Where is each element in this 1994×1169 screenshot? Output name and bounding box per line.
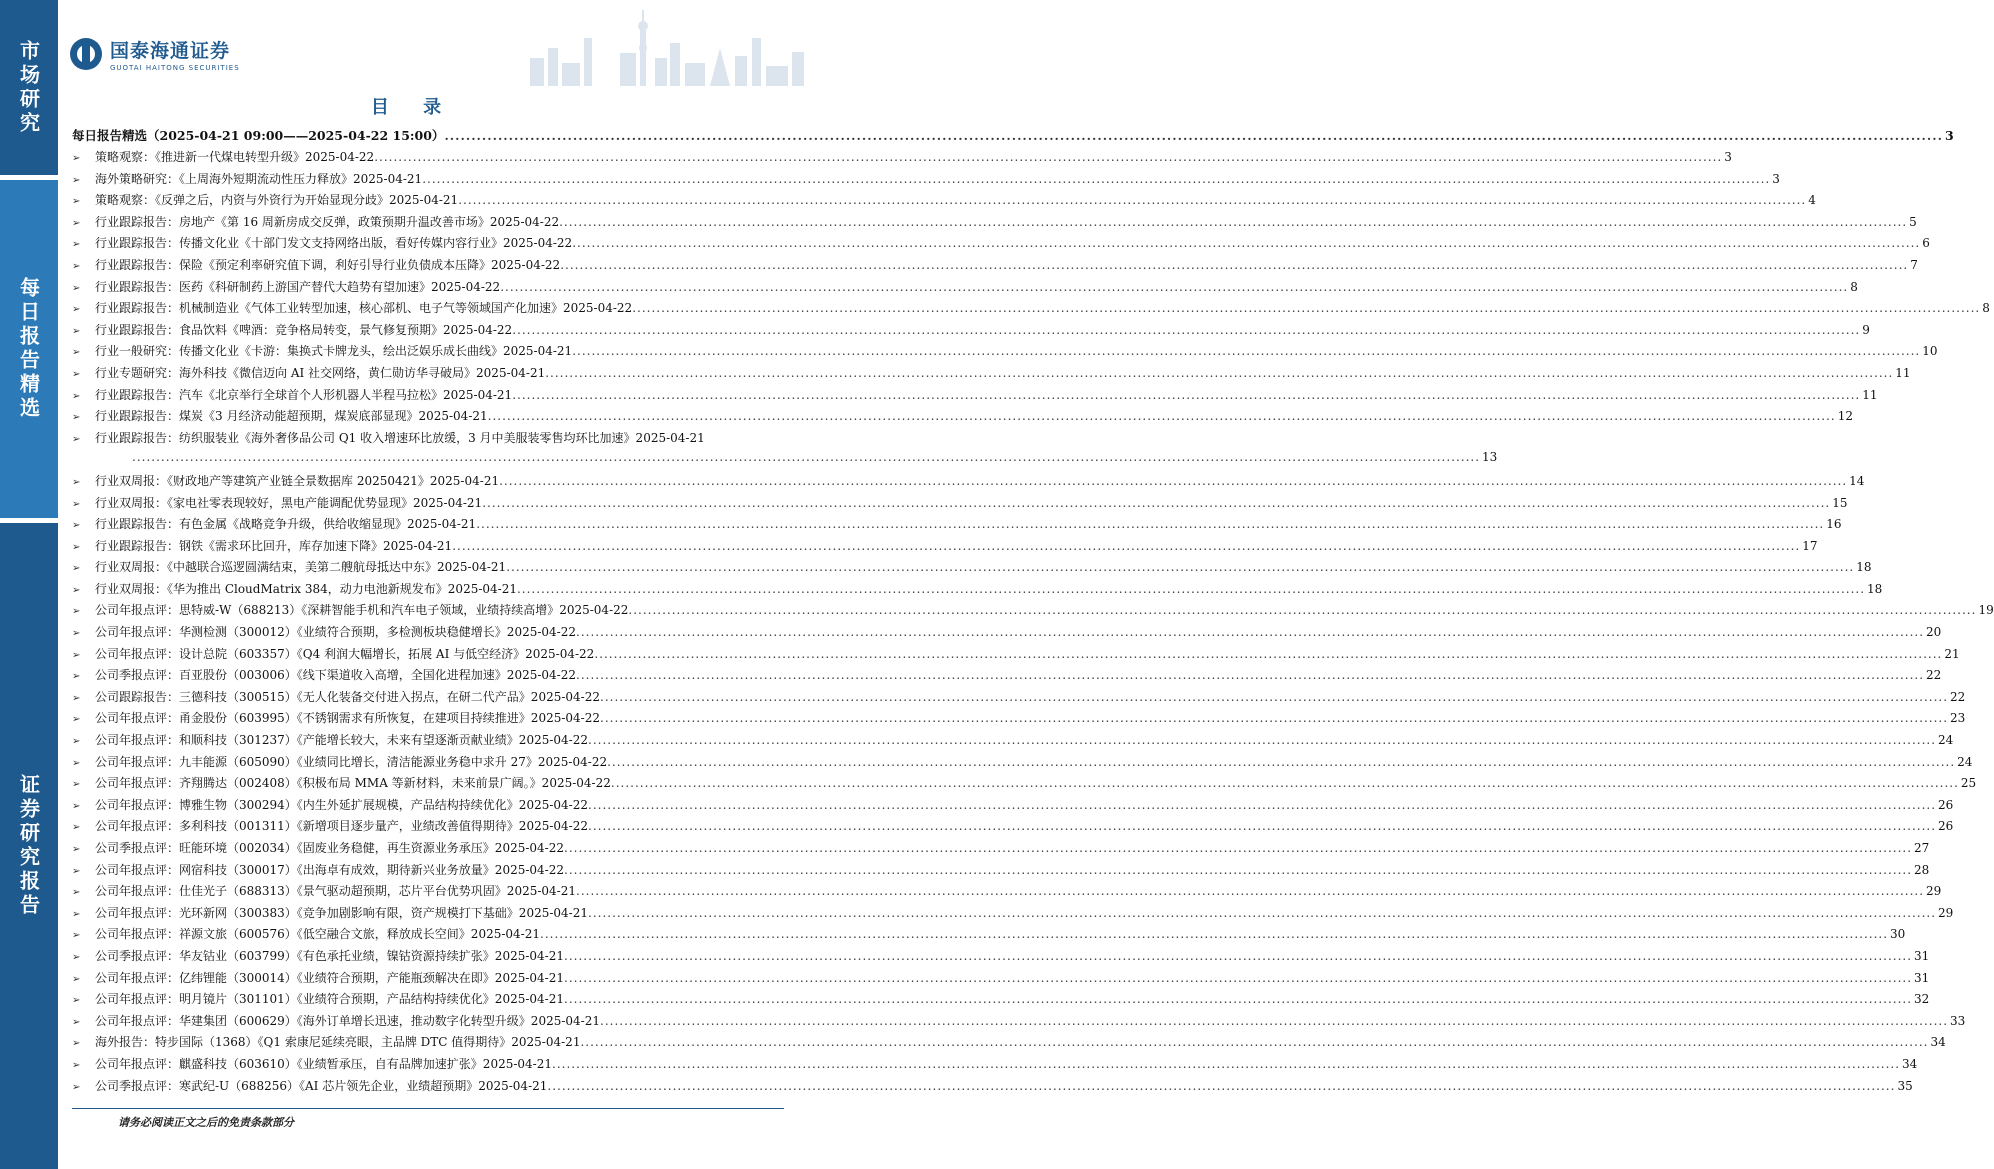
- toc-leader-dots: [444, 128, 1943, 143]
- toc-entry[interactable]: [72, 494, 1848, 516]
- toc-page-number: 22: [1926, 668, 1942, 683]
- toc-leader-dots: [132, 450, 1480, 464]
- toc-page-number: 34: [1902, 1056, 1918, 1071]
- toc-leader-dots: [560, 258, 1908, 272]
- toc-page-number: 19: [1978, 603, 1994, 618]
- toc-entry-title: 行业跟踪报告：食品饮料《啤酒：竞争格局转变，景气修复预期》2025-04-22: [95, 322, 513, 337]
- toc-entry-title: 行业双周报：《华为推出 CloudMatrix 384，动力电池新规发布》2025-04-21: [95, 581, 517, 596]
- arrow-bullet-icon: ➢: [72, 606, 81, 618]
- toc-leader-dots: [564, 971, 1912, 985]
- toc-title: 目 录: [370, 97, 456, 118]
- toc-leader-dots: [499, 474, 1847, 488]
- toc-entry[interactable]: [72, 601, 1994, 623]
- toc-page-number: 5: [1909, 214, 1917, 229]
- toc-leader-dots: [600, 1014, 1948, 1028]
- arrow-bullet-icon: ➢: [72, 433, 81, 445]
- arrow-bullet-icon: ➢: [72, 671, 81, 683]
- sidebar-label: 市场研究: [16, 39, 41, 136]
- toc-leader-dots: [588, 733, 1936, 747]
- toc-entry[interactable]: [72, 148, 1732, 170]
- toc-entry-title: 行业跟踪报告：保险《预定利率研究值下调，利好引导行业负债成本压降》2025-04-22: [95, 257, 561, 272]
- toc-entry[interactable]: [72, 450, 1498, 472]
- toc-page-number: 17: [1802, 538, 1818, 553]
- logo-name-en: GUOTAI HAITONG SECURITIES: [110, 64, 240, 72]
- toc-page-number: 16: [1826, 517, 1842, 532]
- toc-page-number: 33: [1950, 1013, 1966, 1028]
- toc-entry[interactable]: [72, 925, 1906, 947]
- toc-leader-dots: [576, 668, 1924, 682]
- toc-entry-title: 行业跟踪报告：机械制造业《气体工业转型加速，核心部机、电子气等领域国产化加速》2025-04-22: [95, 301, 633, 316]
- toc-page-number: 13: [1482, 450, 1498, 465]
- toc-leader-dots: [594, 647, 1942, 661]
- footer-divider: [72, 1108, 784, 1109]
- toc-page-number: 30: [1890, 927, 1906, 942]
- toc-leader-dots: [600, 711, 1948, 725]
- arrow-bullet-icon: ➢: [72, 736, 81, 748]
- toc-page-number: 23: [1950, 711, 1966, 726]
- toc-leader-dots: [452, 539, 1800, 553]
- toc-page-number: 24: [1957, 754, 1973, 769]
- toc-page-number: 22: [1950, 689, 1966, 704]
- toc-page-number: 3: [1724, 150, 1732, 164]
- arrow-bullet-icon: ➢: [72, 930, 81, 942]
- toc-entry[interactable]: [72, 407, 1853, 429]
- arrow-bullet-icon: ➢: [72, 541, 81, 553]
- arrow-bullet-icon: ➢: [72, 844, 81, 855]
- toc-page-number: 6: [1922, 236, 1930, 251]
- toc-page-number: 28: [1914, 862, 1930, 877]
- toc-page-number: 20: [1926, 625, 1942, 640]
- toc-entry-title: 公司年报点评：光环新网（300383）《竞争加剧影响有限，资产规模打下基础》2025-04-21: [95, 905, 588, 920]
- toc-entry[interactable]: [72, 623, 1942, 645]
- toc-page-number: 8: [1850, 279, 1858, 294]
- toc-page-number: 3: [1772, 171, 1780, 186]
- sidebar-section-market-research: [0, 0, 58, 175]
- toc-leader-dots: [576, 625, 1924, 639]
- toc-page-number: 14: [1849, 473, 1865, 488]
- toc-entry-title: 公司年报点评：甬金股份（603995）《不锈钢需求有所恢复，在建项目持续推进》2025-04-22: [95, 711, 600, 726]
- arrow-bullet-icon: ➢: [72, 714, 81, 726]
- arrow-bullet-icon: ➢: [72, 260, 81, 272]
- toc-entry[interactable]: [72, 386, 1878, 408]
- company-logo: [70, 36, 240, 72]
- toc-entry-title: 公司季报点评：寒武纪-U（688256）《AI 芯片领先企业，业绩超预期》2025-04-21: [95, 1078, 548, 1093]
- toc-leader-dots: [564, 841, 1912, 855]
- sidebar-label: 证券研究报告: [16, 774, 41, 918]
- toc-entry-title: 行业专题研究：海外科技《微信迈向 AI 社交网络，黄仁勋访华寻破局》2025-04-21: [95, 365, 546, 380]
- arrow-bullet-icon: ➢: [72, 1059, 81, 1071]
- toc-entry[interactable]: [72, 861, 1930, 883]
- toc-entry[interactable]: [72, 796, 1954, 818]
- toc-leader-dots: [476, 517, 1824, 531]
- toc-entry[interactable]: [72, 645, 1960, 667]
- toc-entry[interactable]: [72, 191, 1816, 213]
- arrow-bullet-icon: ➢: [72, 196, 81, 208]
- table-of-contents: [72, 126, 1994, 1098]
- sidebar-label: 每日报告精选: [16, 277, 41, 421]
- toc-leader-dots: [564, 863, 1912, 877]
- toc-page-number: 26: [1938, 819, 1954, 834]
- toc-entry-title: 公司季报点评：旺能环境（002034）《固废业务稳健，再生资源业务承压》2025-04-22: [95, 841, 564, 855]
- toc-entry[interactable]: [72, 515, 1842, 537]
- toc-page-number: 18: [1856, 560, 1872, 575]
- toc-entry-title: 公司年报点评：祥源文旅（600576）《低空融合文旅，释放成长空间》2025-04-21: [95, 927, 540, 942]
- toc-leader-dots: [588, 798, 1936, 812]
- toc-entry[interactable]: [72, 364, 1911, 386]
- toc-page-number: 12: [1837, 409, 1853, 424]
- arrow-bullet-icon: ➢: [72, 390, 81, 402]
- toc-leader-dots: [512, 388, 1860, 402]
- toc-entry[interactable]: [72, 299, 1990, 321]
- arrow-bullet-icon: ➢: [72, 973, 81, 985]
- arrow-bullet-icon: ➢: [72, 563, 81, 575]
- toc-page-number: 15: [1832, 495, 1848, 510]
- toc-leader-dots: [628, 603, 1976, 617]
- arrow-bullet-icon: ➢: [72, 368, 81, 380]
- toc-leader-dots: [545, 366, 1893, 380]
- arrow-bullet-icon: ➢: [72, 908, 81, 920]
- toc-leader-dots: [576, 884, 1924, 898]
- toc-leader-dots: [632, 301, 1980, 315]
- toc-entry[interactable]: [72, 321, 1870, 343]
- toc-entry[interactable]: [72, 839, 1930, 861]
- arrow-bullet-icon: ➢: [72, 649, 81, 661]
- toc-entry-title: 公司年报点评：设计总院（603357）《Q4 利润大幅增长，拓展 AI 与低空经济》2025-04-22: [95, 646, 595, 661]
- toc-entry-title: 行业跟踪报告：有色金属《战略竞争升级，供给收缩显现》2025-04-21: [95, 517, 477, 532]
- sidebar-section-daily-picks: [0, 180, 58, 518]
- arrow-bullet-icon: ➢: [72, 628, 81, 640]
- toc-entry[interactable]: [72, 904, 1954, 926]
- arrow-bullet-icon: ➢: [72, 692, 81, 704]
- toc-entry-title: 行业跟踪报告：煤炭《3 月经济动能超预期，煤炭底部显现》2025-04-21: [95, 409, 488, 424]
- toc-entry-title: 公司年报点评：博雅生物（300294）《内生外延扩展规模，产品结构持续优化》2025-04-22: [95, 797, 588, 812]
- toc-leader-dots: [488, 409, 1836, 423]
- arrow-bullet-icon: ➢: [72, 865, 81, 877]
- toc-entry[interactable]: [72, 731, 1954, 753]
- toc-entry[interactable]: [72, 1012, 1966, 1034]
- toc-leader-dots: [500, 280, 1848, 294]
- logo-name-cn: 国泰海通证券: [110, 40, 231, 62]
- toc-leader-dots: [547, 1079, 1895, 1093]
- toc-entry-title: 公司年报点评：和顺科技（301237）《产能增长较大，未来有望逐渐贡献业绩》2025-04-22: [95, 733, 588, 748]
- toc-entry[interactable]: [72, 342, 1938, 364]
- toc-entry[interactable]: [72, 882, 1942, 904]
- toc-leader-dots: [559, 215, 1907, 229]
- toc-entry-title: 行业双周报：《财政地产等建筑产业链全景数据库 20250421》2025-04-21: [95, 473, 500, 488]
- arrow-bullet-icon: ➢: [72, 1016, 81, 1028]
- arrow-bullet-icon: ➢: [72, 800, 81, 812]
- toc-entry[interactable]: [72, 256, 1918, 278]
- toc-page-number: 31: [1914, 970, 1930, 985]
- toc-entry[interactable]: [72, 688, 1966, 710]
- toc-leader-dots: [540, 927, 1888, 941]
- arrow-bullet-icon: ➢: [72, 995, 81, 1007]
- toc-entry[interactable]: [72, 170, 1780, 192]
- toc-section-heading[interactable]: [72, 126, 1954, 148]
- toc-entry-title: 公司年报点评：麒盛科技（603610）《业绩暂承压，自有品牌加速扩张》2025-04-21: [95, 1056, 552, 1071]
- toc-leader-dots: [600, 690, 1948, 704]
- arrow-bullet-icon: ➢: [72, 304, 81, 316]
- toc-page-number: 31: [1914, 948, 1930, 963]
- toc-entry-title: 行业双周报：《中越联合巡逻圆满结束，美第二艘航母抵达中东》2025-04-21: [95, 560, 507, 575]
- arrow-bullet-icon: ➢: [72, 347, 81, 359]
- sidebar-section-securities-research: [0, 523, 58, 1169]
- toc-entry-title: 行业跟踪报告：汽车《北京举行全球首个人形机器人半程马拉松》2025-04-21: [95, 387, 513, 402]
- toc-entry-title: 公司年报点评：明月镜片（301101）《业绩符合预期，产品结构持续优化》2025-04-21: [95, 992, 564, 1007]
- arrow-bullet-icon: ➢: [72, 325, 81, 337]
- toc-entry-title: 公司年报点评：多利科技（001311）《新增项目逐步量产，业绩改善值得期待》2025-04-22: [95, 819, 588, 834]
- toc-page-number: 8: [1982, 301, 1990, 316]
- toc-entry[interactable]: [72, 1055, 1918, 1077]
- toc-page-number: 4: [1808, 193, 1816, 208]
- toc-entry-title: 公司季报点评：百亚股份（003006）《线下渠道收入高增，全国化进程加速》2025-04-22: [95, 668, 576, 683]
- toc-page-number: 3: [1944, 128, 1954, 143]
- arrow-bullet-icon: ➢: [72, 1081, 81, 1093]
- toc-entry-title: 每日报告精选（2025-04-21 09:00——2025-04-22 15:00）: [72, 128, 445, 143]
- toc-leader-dots: [607, 755, 1955, 769]
- toc-entry-title: 公司跟踪报告：三德科技（300515）《无人化装备交付进入拐点，在研二代产品》2025-04-22: [95, 689, 600, 704]
- toc-entry[interactable]: [72, 969, 1930, 991]
- toc-page-number: 32: [1914, 992, 1930, 1007]
- city-skyline-icon: [520, 8, 820, 86]
- toc-page-number: 18: [1867, 581, 1883, 596]
- toc-entry[interactable]: [72, 472, 1865, 494]
- toc-entry[interactable]: [72, 1033, 1946, 1055]
- toc-leader-dots: [552, 1057, 1900, 1071]
- toc-page-number: 29: [1926, 884, 1942, 899]
- toc-entry-title: 海外策略研究：《上周海外短期流动性压力释放》2025-04-21: [95, 171, 423, 186]
- toc-entry[interactable]: [72, 537, 1818, 559]
- toc-entry-title: 公司季报点评：华友钴业（603799）《有色承托业绩，镍钴资源持续扩张》2025-04-21: [95, 948, 564, 963]
- arrow-bullet-icon: ➢: [72, 282, 81, 294]
- toc-page-number: 35: [1897, 1078, 1913, 1093]
- toc-leader-dots: [506, 560, 1854, 574]
- toc-entry[interactable]: [72, 666, 1942, 688]
- toc-entry[interactable]: [72, 580, 1883, 602]
- toc-page-number: 25: [1960, 776, 1977, 791]
- toc-page-number: 9: [1862, 322, 1870, 337]
- toc-entry[interactable]: [72, 990, 1930, 1012]
- arrow-bullet-icon: ➢: [72, 153, 81, 164]
- toc-leader-dots: [458, 193, 1806, 207]
- toc-entry-title: 行业跟踪报告：传播文化业《十部门发文支持网络出版，看好传媒内容行业》2025-04-22: [95, 236, 573, 251]
- toc-page-number: 26: [1938, 797, 1954, 812]
- toc-page-number: 27: [1914, 841, 1930, 855]
- toc-leader-dots: [374, 150, 1722, 164]
- arrow-bullet-icon: ➢: [72, 822, 81, 834]
- toc-entry[interactable]: [72, 753, 1973, 775]
- toc-page-number: 11: [1895, 365, 1911, 380]
- arrow-bullet-icon: ➢: [72, 887, 81, 899]
- toc-leader-dots: [512, 323, 1860, 337]
- toc-entry-title: 行业跟踪报告：纺织服装业《海外奢侈品公司 Q1 收入增速环比放缓，3 月中美服装零售均环比加速》2025-04-21: [95, 430, 705, 445]
- toc-entry[interactable]: [72, 774, 1977, 796]
- toc-entry-title: 公司年报点评：仕佳光子（688313）《景气驱动超预期，芯片平台优势巩固》2025-04-21: [95, 884, 576, 899]
- toc-entry[interactable]: [72, 429, 784, 451]
- toc-entry-title: 公司年报点评：齐翔腾达（002408）《积极布局 MMA 等新材料，未来前景广阔。》2025-04-22: [95, 776, 611, 791]
- toc-entry-title: 行业双周报：《家电社零表现较好，黑电产能调配优势显现》2025-04-21: [95, 495, 483, 510]
- arrow-bullet-icon: ➢: [72, 1038, 81, 1050]
- toc-entry[interactable]: [72, 709, 1966, 731]
- arrow-bullet-icon: ➢: [72, 412, 81, 424]
- toc-entry-title: 公司年报点评：思特威-W（688213）《深耕智能手机和汽车电子领域，业绩持续高增》2025-04-22: [95, 603, 629, 618]
- toc-entry-title: 公司年报点评：华测检测（300012）《业绩符合预期，多检测板块稳健增长》2025-04-22: [95, 625, 576, 640]
- toc-page-number: 34: [1930, 1035, 1946, 1050]
- toc-entry-title: 公司年报点评：华建集团（600629）《海外订单增长迅速，推动数字化转型升级》2025-04-21: [95, 1013, 600, 1028]
- toc-leader-dots: [588, 906, 1936, 920]
- arrow-bullet-icon: ➢: [72, 498, 81, 510]
- toc-entry[interactable]: [72, 558, 1872, 580]
- toc-entry[interactable]: [72, 213, 1917, 235]
- arrow-bullet-icon: ➢: [72, 476, 81, 488]
- toc-leader-dots: [564, 949, 1912, 963]
- arrow-bullet-icon: ➢: [72, 951, 81, 963]
- toc-leader-dots: [422, 172, 1770, 186]
- arrow-bullet-icon: ➢: [72, 520, 81, 532]
- toc-entry-title: 策略观察：《推进新一代煤电转型升级》2025-04-22: [95, 150, 375, 164]
- toc-entry[interactable]: [72, 234, 1930, 256]
- sidebar: [0, 0, 58, 1169]
- toc-leader-dots: [517, 582, 1865, 596]
- toc-entry-title: 行业跟踪报告：医药《科研制药上游国产替代大趋势有望加速》2025-04-22: [95, 279, 501, 294]
- toc-entry-title: 行业一般研究：传播文化业《卡游：集换式卡牌龙头，绘出泛娱乐成长曲线》2025-04-21: [95, 344, 573, 359]
- toc-entry-title: 海外报告：特步国际（1368）《Q1 索康尼延续亮眼，主品牌 DTC 值得期待》2025-04-21: [95, 1035, 581, 1050]
- toc-entry-title: 行业跟踪报告：钢铁《需求环比回升，库存加速下降》2025-04-21: [95, 538, 453, 553]
- arrow-bullet-icon: ➢: [72, 757, 81, 769]
- toc-page-number: 29: [1938, 905, 1954, 920]
- arrow-bullet-icon: ➢: [72, 174, 81, 186]
- toc-page-number: 10: [1922, 344, 1938, 359]
- toc-entry-title: 公司年报点评：亿纬锂能（300014）《业绩符合预期，产能瓶颈解决在即》2025-04-21: [95, 970, 564, 985]
- toc-page-number: 21: [1944, 646, 1960, 661]
- toc-entry[interactable]: [72, 817, 1954, 839]
- toc-entry[interactable]: [72, 278, 1858, 300]
- toc-entry-title: 策略观察：《反弹之后，内资与外资行为开始显现分歧》2025-04-21: [95, 193, 459, 208]
- toc-entry[interactable]: [72, 1077, 1913, 1099]
- toc-leader-dots: [588, 819, 1936, 833]
- toc-leader-dots: [564, 992, 1912, 1006]
- arrow-bullet-icon: ➢: [72, 779, 81, 791]
- toc-page-number: 7: [1910, 257, 1918, 272]
- arrow-bullet-icon: ➢: [72, 584, 81, 596]
- arrow-bullet-icon: ➢: [72, 217, 81, 229]
- toc-entry-title: 公司年报点评：网宿科技（300017）《出海卓有成效，期待新兴业务放量》2025-04-22: [95, 862, 564, 877]
- arrow-bullet-icon: ➢: [72, 239, 81, 251]
- logo-mark-icon: [70, 38, 102, 70]
- toc-entry[interactable]: [72, 947, 1930, 969]
- toc-entry-title: 行业跟踪报告：房地产《第 16 周新房成交反弹，政策预期升温改善市场》2025-04-22: [95, 214, 560, 229]
- toc-leader-dots: [580, 1035, 1928, 1049]
- toc-page-number: 24: [1938, 733, 1954, 748]
- toc-leader-dots: [611, 776, 1959, 790]
- toc-leader-dots: [572, 236, 1920, 250]
- toc-leader-dots: [482, 496, 1830, 510]
- toc-leader-dots: [572, 344, 1920, 358]
- toc-entry-title: 公司年报点评：九丰能源（605090）《业绩同比增长，清洁能源业务稳中求升 27》2025-04-22: [95, 754, 608, 769]
- disclaimer-notice: 请务必阅读正文之后的免责条款部分: [118, 1116, 294, 1129]
- toc-page-number: 11: [1862, 387, 1878, 402]
